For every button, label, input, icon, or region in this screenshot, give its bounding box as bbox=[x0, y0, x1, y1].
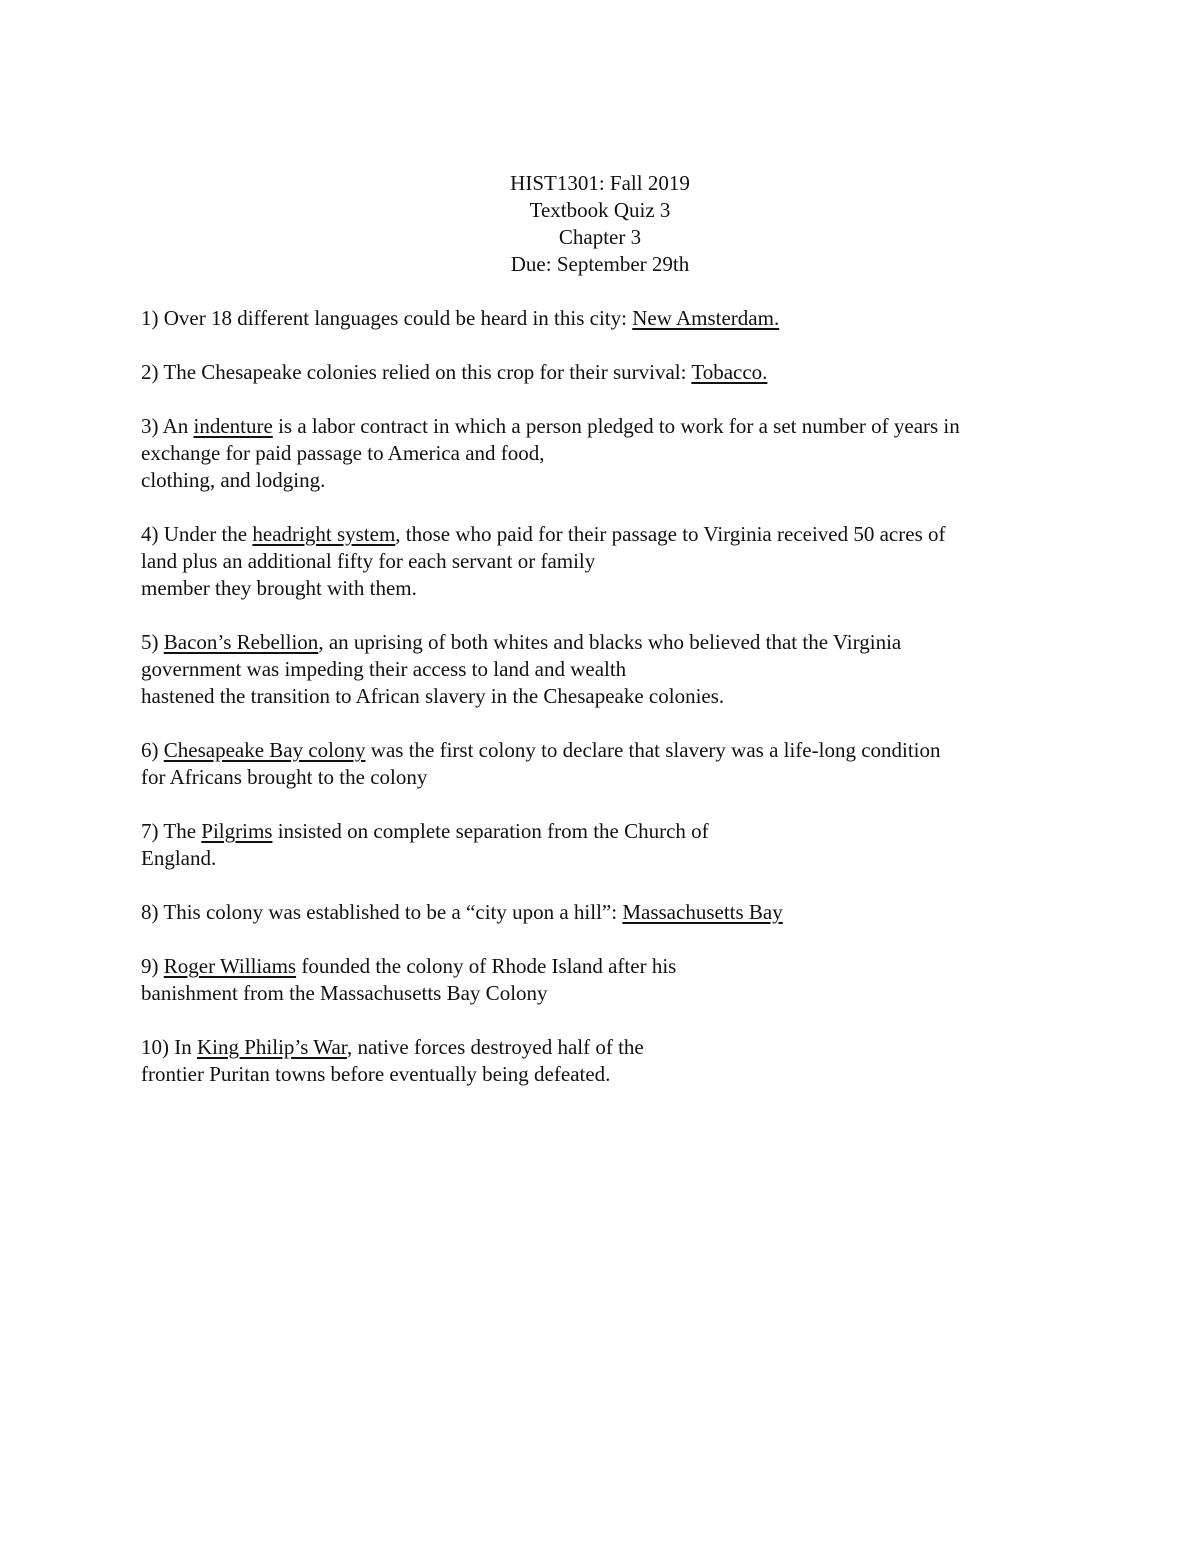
question-text: 2) The Chesapeake colonies relied on this crop for their survival: bbox=[141, 360, 692, 384]
question-item bbox=[141, 737, 1081, 791]
quiz-header bbox=[0, 170, 1200, 278]
question-line bbox=[141, 656, 1081, 683]
question-item bbox=[141, 413, 1081, 494]
question-text: government was impeding their access to land and wealth bbox=[141, 657, 627, 681]
answer-text: Roger Williams bbox=[163, 954, 297, 978]
question-text: 4) Under the bbox=[141, 522, 253, 546]
question-item bbox=[141, 305, 1081, 332]
question-text: 9) bbox=[141, 954, 164, 978]
question-text: founded the colony of Rhode Island after his bbox=[296, 954, 677, 978]
question-line bbox=[141, 953, 1081, 980]
answer-text: Massachusetts Bay bbox=[622, 900, 783, 924]
question-text: , those who paid for their passage to Virginia received 50 acres of bbox=[395, 522, 946, 546]
question-text: land plus an additional fifty for each servant or family bbox=[141, 549, 596, 573]
question-line bbox=[141, 548, 1081, 575]
question-line bbox=[141, 899, 1081, 926]
question-text: 6) bbox=[141, 738, 164, 762]
question-line bbox=[141, 818, 1081, 845]
question-text: 5) bbox=[141, 630, 164, 654]
due-date: Due: September 29th bbox=[510, 252, 690, 276]
question-text: 1) Over 18 different languages could be heard in this city: bbox=[141, 306, 633, 330]
question-item bbox=[141, 899, 1081, 926]
question-line bbox=[141, 629, 1081, 656]
question-line bbox=[141, 764, 1081, 791]
question-text: is a labor contract in which a person pledged to work for a set number of years in bbox=[272, 414, 960, 438]
question-line bbox=[141, 1034, 1081, 1061]
question-line bbox=[141, 1061, 1081, 1088]
answer-text: King Philip’s War bbox=[197, 1035, 347, 1059]
question-text: hastened the transition to African slavery in the Chesapeake colonies. bbox=[141, 684, 725, 708]
question-text: frontier Puritan towns before eventually being defeated. bbox=[141, 1062, 611, 1086]
question-line bbox=[141, 521, 1081, 548]
question-line bbox=[141, 359, 1081, 386]
answer-text: Chesapeake Bay colony bbox=[163, 738, 366, 762]
question-line bbox=[141, 980, 1081, 1007]
answer-text: New Amsterdam. bbox=[632, 306, 780, 330]
answer-text: Bacon’s Rebellion bbox=[163, 630, 319, 654]
course-title: HIST1301: Fall 2019 bbox=[510, 171, 690, 195]
question-text: 8) This colony was established to be a “city upon a hill”: bbox=[141, 900, 623, 924]
answer-text: Pilgrims bbox=[201, 819, 273, 843]
answer-text: headright system bbox=[252, 522, 396, 546]
answer-text: Tobacco. bbox=[691, 360, 768, 384]
question-line bbox=[141, 575, 1081, 602]
question-item bbox=[141, 521, 1081, 602]
question-line bbox=[141, 467, 1081, 494]
question-text: 3) An bbox=[141, 414, 194, 438]
question-text: , native forces destroyed half of the bbox=[346, 1035, 644, 1059]
question-text: was the first colony to declare that slavery was a life-long condition bbox=[365, 738, 941, 762]
question-item bbox=[141, 818, 1081, 872]
question-line bbox=[141, 845, 1081, 872]
chapter-title: Chapter 3 bbox=[558, 225, 642, 249]
question-list bbox=[141, 305, 1081, 1115]
question-line bbox=[141, 737, 1081, 764]
question-line bbox=[141, 440, 1081, 467]
question-item bbox=[141, 1034, 1081, 1088]
question-line bbox=[141, 413, 1081, 440]
question-text: England. bbox=[141, 846, 217, 870]
question-text: , an uprising of both whites and blacks who believed that the Virginia bbox=[318, 630, 902, 654]
question-item bbox=[141, 629, 1081, 710]
question-text: for Africans brought to the colony bbox=[141, 765, 428, 789]
question-text: 7) The bbox=[141, 819, 202, 843]
question-line bbox=[141, 305, 1081, 332]
question-item bbox=[141, 953, 1081, 1007]
answer-text: indenture bbox=[193, 414, 273, 438]
question-item bbox=[141, 359, 1081, 386]
question-text: member they brought with them. bbox=[141, 576, 417, 600]
question-text: banishment from the Massachusetts Bay Colony bbox=[141, 981, 548, 1005]
question-line bbox=[141, 683, 1081, 710]
question-text: 10) In bbox=[141, 1035, 197, 1059]
quiz-title: Textbook Quiz 3 bbox=[529, 198, 671, 222]
question-text: insisted on complete separation from the Church of bbox=[272, 819, 709, 843]
question-text: clothing, and lodging. bbox=[141, 468, 326, 492]
question-text: exchange for paid passage to America and food, bbox=[141, 441, 545, 465]
